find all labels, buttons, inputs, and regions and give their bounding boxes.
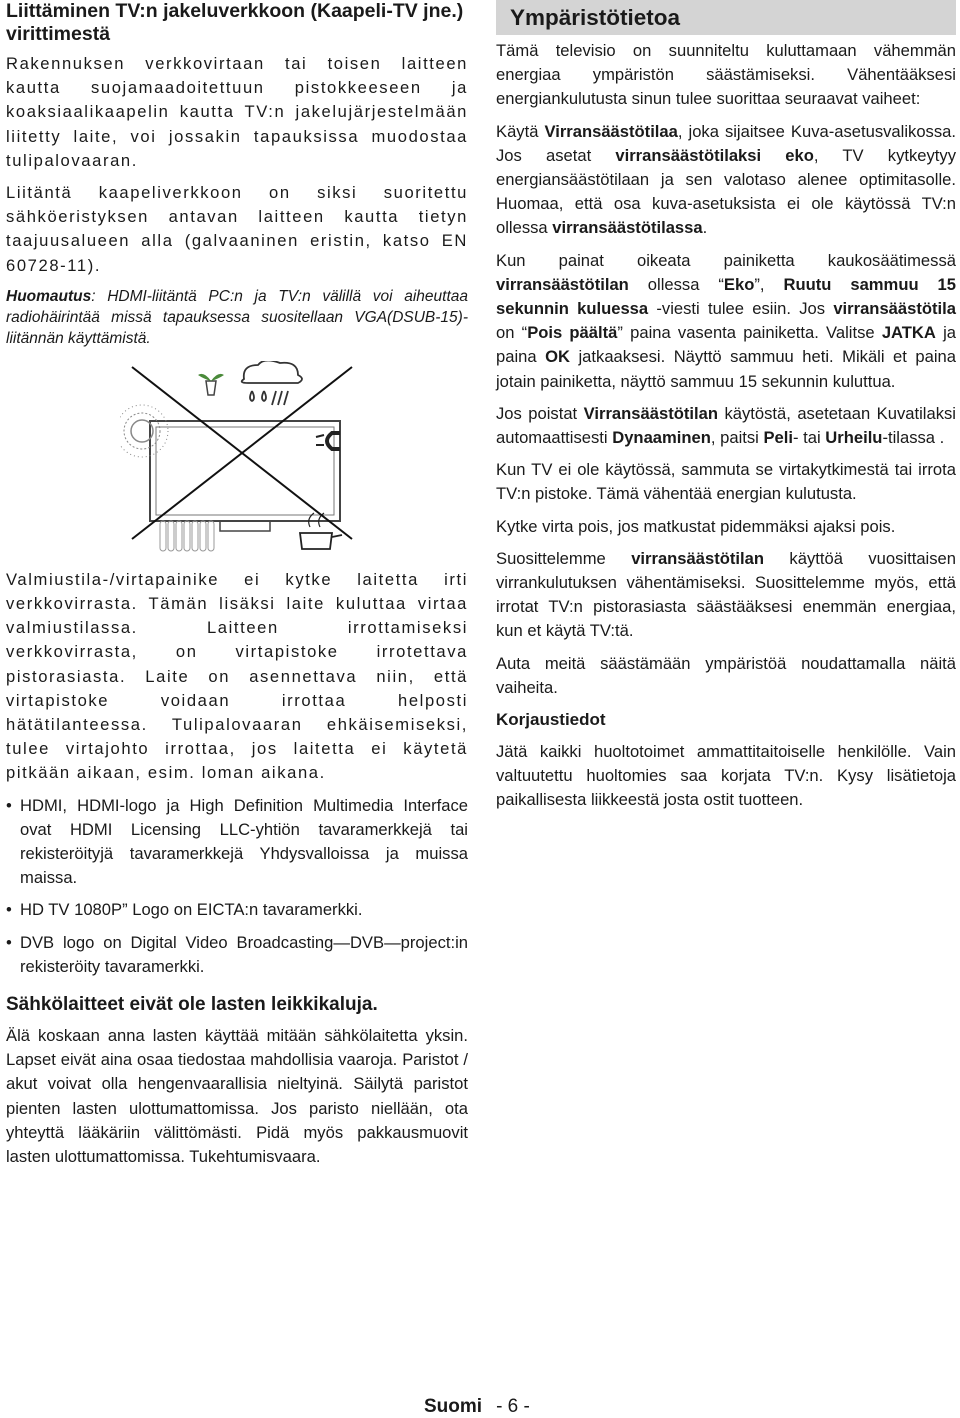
footer-language: Suomi [424, 1396, 483, 1417]
safety-warning-illustration [120, 361, 440, 553]
magnet-icon [316, 433, 340, 449]
switch-off-paragraph: Kun TV ei ole käytössä, sammuta se virtakytkimestä tai irrota TV:n pistoke. Tämä vähentää energian kulutusta. [496, 460, 956, 504]
screen-off-paragraph: Kun painat oikeata painiketta kaukosäätimessä virransäästötilan ollessa “Eko”, Ruutu sammuu 15 sekunnin kuluessa -viesti tulee esiin. Jos virransäästötila on “Pois päältä” paina vasenta painiketta. Valitse JATKA ja paina OK jatkaaksesi. Näyttö sammuu heti. Mikäli et paina jotain painiketta, näyttö sammuu 15 sekunnin kuluttua. [496, 250, 957, 391]
repairs-heading: Korjaustiedot [496, 710, 606, 730]
page-number: - 6 - [496, 1396, 530, 1417]
children-safety-heading: Sähkölaitteet eivät ole lasten leikkikaluja. [6, 994, 378, 1016]
hdmi-note [6, 286, 468, 349]
rain-cloud-icon [242, 361, 302, 405]
cooking-pot-icon [300, 513, 342, 549]
hdmi-note-label: Huomautus [6, 287, 92, 305]
hdtv-trademark-bullet: • HD TV 1080P” Logo on EICTA:n tavaramerkki. [6, 898, 468, 922]
cable-connection-paragraph-2: Liitäntä kaapeliverkkoon on siksi suoritettu sähköeristyksen antavan laitteen kautta tietyn taajuusalueen alla (galvaaninen eristin, katso EN 60728-11). [6, 183, 468, 275]
help-environment-paragraph: Auta meitä säästämään ympäristöä noudattamalla näitä vaiheita. [496, 653, 956, 697]
cable-connection-heading: Liittäminen TV:n jakeluverkkoon (Kaapeli-TV jne.) virittimestä [6, 0, 464, 45]
sun-icon [120, 405, 168, 457]
hdmi-trademark-bullet: • HDMI, HDMI-logo ja High Definition Multimedia Interface ovat HDMI Licensing LLC-yhtiön tavaramerkkejä tai rekisteröityjä tavaramerkkejä Yhdysvalloissa ja muissa maissa. [6, 794, 468, 891]
power-save-paragraph: Käytä Virransäästötilaa, joka sijaitsee Kuva-asetusvalikossa. Jos asetat virransäästötilaksi eko, TV kytkeytyy energiansäästötilaan ja sen valotaso alenee optimitasolle. Huomaa, että osa kuva-asetuksista ei ole käytössä TV:n ollessa virransäästötilassa. [496, 121, 957, 238]
right-column [496, 0, 956, 813]
recommendation-paragraph: Suosittelemme virransäästötilan käyttöä vuosittaisen virrankulutuksen vähentämiseksi. Suosittelemme myös, että irrotat TV:n pistorasiasta säästääksesi enemmän energiaa, kun et käytä TV:tä. [496, 548, 956, 641]
plant-icon [198, 374, 224, 395]
travel-paragraph: Kytke virta pois, jos matkustat pidemmäksi ajaksi pois. [496, 516, 896, 536]
environment-intro: Tämä televisio on suunniteltu kuluttamaan vähemmän energiaa ympäristön säästämiseksi. Vähentääksesi energiankulutusta sinun tulee suorittaa seuraavat vaiheet: [496, 41, 956, 109]
page-footer [424, 1396, 530, 1418]
hdmi-note-text: : HDMI-liitäntä PC:n ja TV:n välillä voi aiheuttaa radiohäirintää missä tapauksessa suositellaan VGA(DSUB-15)-liitännän käyttämistä. [6, 287, 468, 347]
children-safety-paragraph: Älä koskaan anna lasten käyttää mitään sähkölaitetta yksin. Lapset eivät aina osaa tiedostaa mahdollisia vaaroja. Paristot / akut voivat olla hengenvaarallisia nieltyinä. Säilytä paristot pienten lasten ulottumattomissa. Jos paristo niellään, ota yhteyttä lääkäriin välittömästi. Pidä myös pakkausmuovit lasten ulottumattomissa. Tukehtumisvaara. [6, 1026, 468, 1167]
dvb-trademark-bullet: • DVB logo on Digital Video Broadcasting—DVB—project:in rekisteröity tavaramerkki. [6, 931, 468, 979]
disable-power-save-paragraph: Jos poistat Virransäästötilan käytöstä, asetetaan Kuvatilaksi automaattisesti Dynaaminen, paitsi Peli- tai Urheilu-tilassa . [496, 403, 956, 448]
radiator-icon [160, 521, 214, 551]
standby-warning-paragraph: Valmiustila-/virtapainike ei kytke laitetta irti verkkovirrasta. Tämän lisäksi laite kuluttaa virtaa valmiustilassa. Laitteen irrottamiseksi verkkovirrasta, on virtapistoke irrotettava pistorasiasta. Laite on asennettava niin, että virtapistoke voidaan irrottaa helposti hätätilanteessa. Tulipalovaaran ehkäisemiseksi, tulee virtajohto irrottaa, jos laitetta ei käytetä pitkään aikaan, esim. loman aikana. [6, 569, 468, 783]
environment-heading: Ympäristötietoa [496, 0, 956, 35]
repairs-paragraph: Jätä kaikki huoltotoimet ammattitaitoiselle henkilölle. Vain valtuutettu huoltomies saa korjata TV:n. Kysy lisätietoja paikallisesta liikkeestä josta ostit tuotteen. [496, 742, 956, 810]
left-column [6, 0, 468, 1169]
cable-connection-paragraph-1: Rakennuksen verkkovirtaan tai toisen laitteen kautta suojamaadoitettuun pistokkeeseen ja koaksiaalikaapelin kautta TV:n jakelujärjestelmään liitetty laite, voi jossakin tapauksissa muodostaa tulipalovaaran. [6, 54, 468, 170]
